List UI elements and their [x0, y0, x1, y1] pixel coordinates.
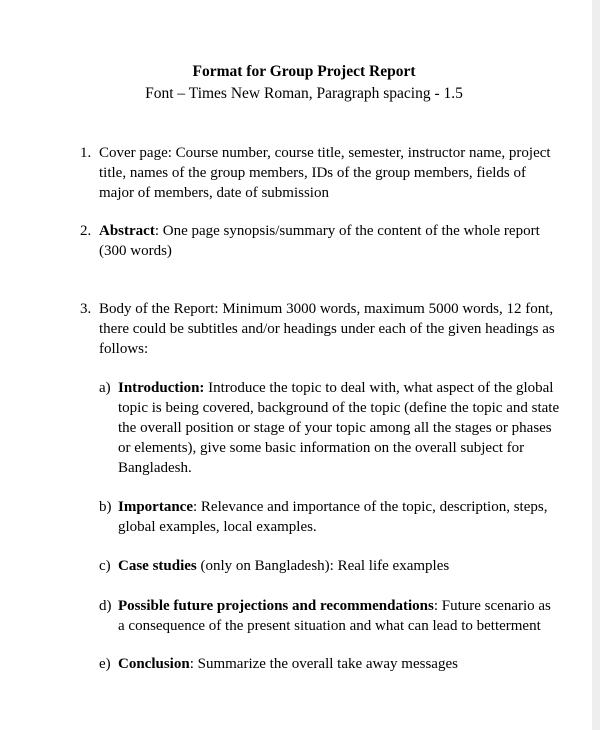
subitem-c-text: (only on Bangladesh): Real life examples: [196, 558, 450, 574]
item-2-line-2: (300 words): [99, 243, 172, 259]
subitem-d-text: : Future scenario as: [433, 598, 551, 614]
subitem-b-line-1: [118, 497, 547, 517]
item-3-line-3: follows:: [99, 341, 149, 357]
subitem-e-label: Conclusion: [118, 656, 190, 672]
document-subtitle: Font – Times New Roman, Paragraph spacing - 1.5: [145, 85, 463, 102]
page-edge: [592, 0, 600, 730]
document-title: Format for Group Project Report: [192, 63, 416, 80]
subitem-a-label: Introduction:: [118, 380, 205, 396]
item-2-label: Abstract: [99, 223, 155, 239]
subitem-e-line-1: [118, 654, 458, 674]
subitem-a-line-4: or elements), give some basic information on the overall subject for: [118, 440, 525, 456]
item-2-line-1: [99, 221, 540, 241]
subitem-b-marker: b): [99, 499, 112, 515]
subitem-a-line-1: [118, 378, 553, 398]
subitem-a-line-3: the overall position or stage of your topic among all the stages or phases: [118, 420, 552, 436]
subitem-e-text: : Summarize the overall take away messages: [189, 656, 458, 672]
item-3-line-2: there could be subtitles and/or headings under each of the given headings as: [99, 321, 555, 337]
item-2-marker: 2.: [80, 223, 92, 239]
subitem-a-text: Introduce the topic to deal with, what aspect of the global: [204, 380, 554, 396]
subitem-a-line-5: Bangladesh.: [118, 460, 192, 476]
subitem-c-line-1: [118, 556, 449, 576]
subitem-d-line-2: a consequence of the present situation and what can lead to betterment: [118, 618, 541, 634]
item-3-marker: 3.: [80, 301, 92, 317]
item-1-line-1: Cover page: Course number, course title, semester, instructor name, project: [99, 145, 551, 161]
subitem-c-marker: c): [99, 558, 111, 574]
item-3-line-1: Body of the Report: Minimum 3000 words, maximum 5000 words, 12 font,: [99, 301, 554, 317]
item-1-line-2: title, names of the group members, IDs of the group members, fields of: [99, 165, 526, 181]
item-1-marker: 1.: [80, 145, 92, 161]
subitem-b-text: : Relevance and importance of the topic, description, steps,: [193, 499, 548, 515]
subitem-d-line-1: [118, 596, 551, 616]
subitem-d-label: Possible future projections and recommendations: [118, 598, 434, 614]
subitem-d-marker: d): [99, 598, 112, 614]
subitem-a-marker: a): [99, 380, 111, 396]
subitem-e-marker: e): [99, 656, 111, 672]
item-1-line-3: major of members, date of submission: [99, 185, 329, 201]
item-2-text: : One page synopsis/summary of the content of the whole report: [154, 223, 540, 239]
subitem-b-line-2: global examples, local examples.: [118, 519, 317, 535]
subitem-a-line-2: topic is being covered, background of the topic (define the topic and state: [118, 400, 560, 416]
subitem-b-label: Importance: [118, 499, 193, 515]
subitem-c-label: Case studies: [118, 558, 197, 574]
